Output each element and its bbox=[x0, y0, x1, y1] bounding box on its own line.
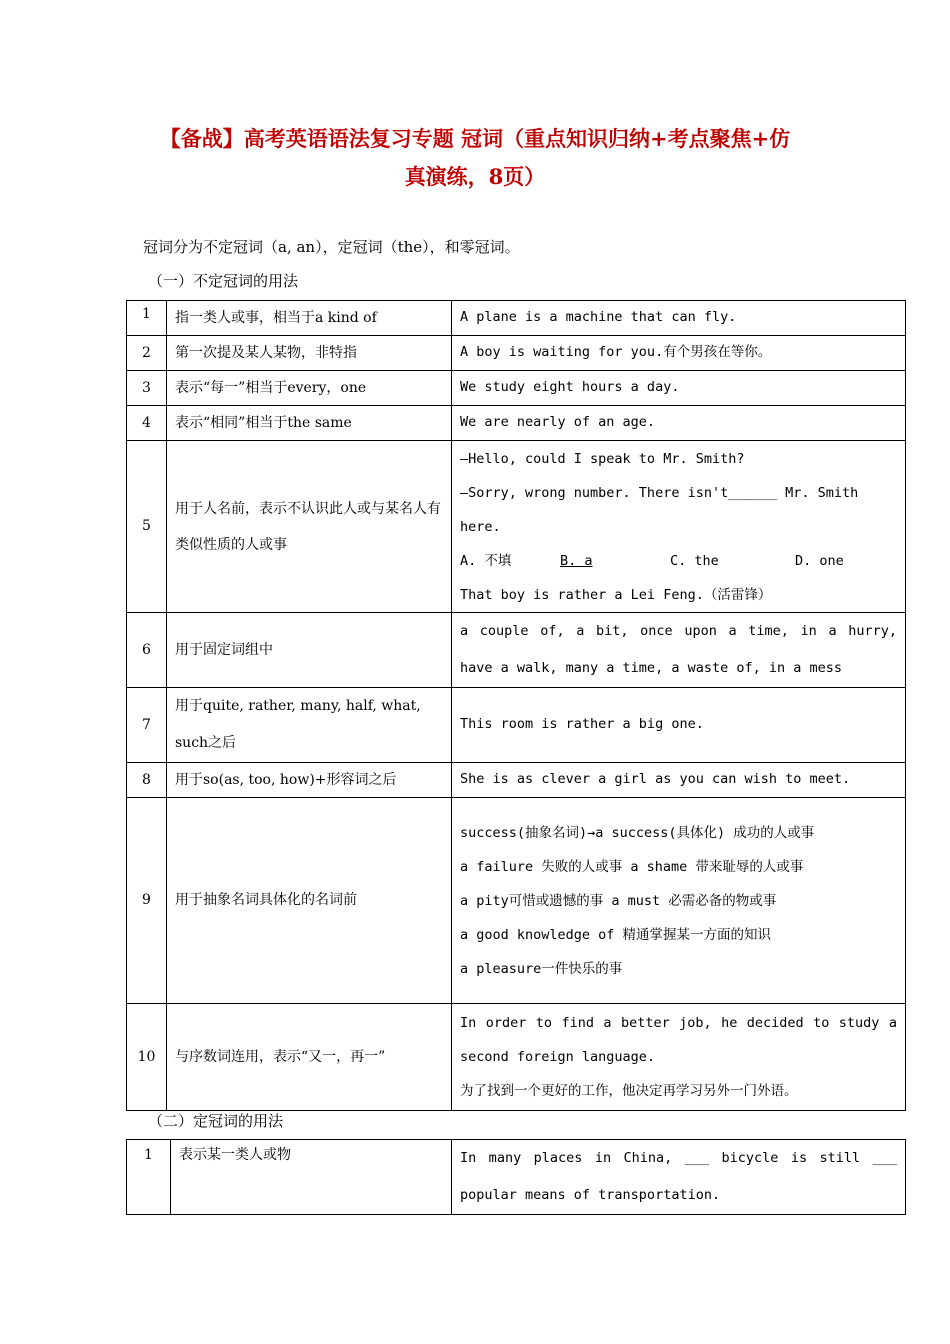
option-b-answer: B. a bbox=[560, 552, 593, 569]
example-cell: We are nearly of an age. bbox=[452, 406, 906, 441]
answer-options bbox=[460, 544, 897, 578]
usage-cell: 用于人名前，表示不认识此人或与某名人有类似性质的人或事 bbox=[167, 441, 452, 613]
row-number: 6 bbox=[127, 613, 167, 688]
row-number: 1 bbox=[127, 1140, 171, 1215]
example-line: —Hello, could I speak to Mr. Smith? bbox=[460, 450, 745, 467]
usage-cell: 表示“每一”相当于every，one bbox=[167, 371, 452, 406]
row-number: 9 bbox=[127, 798, 167, 1004]
usage-cell: 表示某一类人或物 bbox=[171, 1140, 452, 1215]
example-line: —Sorry, wrong number. There isn't______ Mr. Smith here. bbox=[460, 484, 859, 535]
table-row bbox=[127, 371, 906, 406]
row-number: 1 bbox=[127, 301, 167, 336]
indefinite-article-table bbox=[126, 300, 906, 1111]
usage-cell: 指一类人或事，相当于a kind of bbox=[167, 301, 452, 336]
usage-cell: 用于so(as, too, how)+形容词之后 bbox=[167, 763, 452, 798]
usage-cell: 与序数词连用，表示“又一，再一” bbox=[167, 1004, 452, 1111]
option-d: D. one bbox=[795, 552, 844, 569]
example-line: 为了找到一个更好的工作，他决定再学习另外一门外语。 bbox=[460, 1083, 798, 1099]
table-row bbox=[127, 406, 906, 441]
example-cell: This room is rather a big one. bbox=[452, 688, 906, 763]
row-number: 7 bbox=[127, 688, 167, 763]
table-row bbox=[127, 441, 906, 613]
usage-cell: 用于quite, rather, many, half, what, such之后 bbox=[167, 688, 452, 763]
example-cell bbox=[452, 798, 906, 1004]
section-heading-definite: （二）定冠词的用法 bbox=[148, 1112, 284, 1130]
example-cell: A boy is waiting for you.有个男孩在等你。 bbox=[452, 336, 906, 371]
table-row bbox=[127, 798, 906, 1004]
row-number: 8 bbox=[127, 763, 167, 798]
example-line: a pity可惜或遗憾的事 a must 必需必备的物或事 bbox=[460, 892, 777, 909]
page-title-line-1: 【备战】高考英语语法复习专题 冠词（重点知识归纳+考点聚焦+仿 bbox=[159, 126, 791, 151]
example-line: a pleasure一件快乐的事 bbox=[460, 960, 623, 977]
section-heading-indefinite: （一）不定冠词的用法 bbox=[148, 272, 299, 290]
intro-text: 冠词分为不定冠词（a, an），定冠词（the），和零冠词。 bbox=[143, 238, 520, 256]
example-cell: A plane is a machine that can fly. bbox=[452, 301, 906, 336]
table-row bbox=[127, 301, 906, 336]
example-cell: She is as clever a girl as you can wish to meet. bbox=[452, 763, 906, 798]
usage-cell: 用于抽象名词具体化的名词前 bbox=[167, 798, 452, 1004]
example-line: a good knowledge of 精通掌握某一方面的知识 bbox=[460, 926, 772, 943]
option-a: A. 不填 bbox=[460, 552, 512, 569]
table-row bbox=[127, 613, 906, 688]
table-row bbox=[127, 1004, 906, 1111]
row-number: 2 bbox=[127, 336, 167, 371]
example-cell: a couple of, a bit, once upon a time, in a hurry, have a walk, many a time, a waste of, in a mess bbox=[452, 613, 906, 688]
page-title-line-2: 真演练，8页） bbox=[404, 164, 546, 189]
table-row bbox=[127, 336, 906, 371]
option-c: C. the bbox=[670, 552, 719, 569]
row-number: 3 bbox=[127, 371, 167, 406]
example-line: success(抽象名词)→a success(具体化) 成功的人或事 bbox=[460, 824, 815, 841]
row-number: 5 bbox=[127, 441, 167, 613]
example-cell: We study eight hours a day. bbox=[452, 371, 906, 406]
example-cell bbox=[452, 1004, 906, 1111]
row-number: 4 bbox=[127, 406, 167, 441]
example-line: a failure 失败的人或事 a shame 带来耻辱的人或事 bbox=[460, 858, 804, 875]
usage-cell: 第一次提及某人某物，非特指 bbox=[167, 336, 452, 371]
example-line: In order to find a better job, he decided to study a second foreign language. bbox=[460, 1015, 897, 1065]
table-row bbox=[127, 688, 906, 763]
example-cell bbox=[452, 441, 906, 613]
usage-cell: 用于固定词组中 bbox=[167, 613, 452, 688]
row-number: 10 bbox=[127, 1004, 167, 1111]
definite-article-table bbox=[126, 1139, 906, 1215]
example-line: That boy is rather a Lei Feng.（活雷锋） bbox=[460, 586, 772, 603]
table-row bbox=[127, 763, 906, 798]
table-row bbox=[127, 1140, 906, 1215]
usage-cell: 表示“相同”相当于the same bbox=[167, 406, 452, 441]
example-cell: In many places in China, ___ bicycle is still ___ popular means of transportation. bbox=[452, 1140, 906, 1215]
